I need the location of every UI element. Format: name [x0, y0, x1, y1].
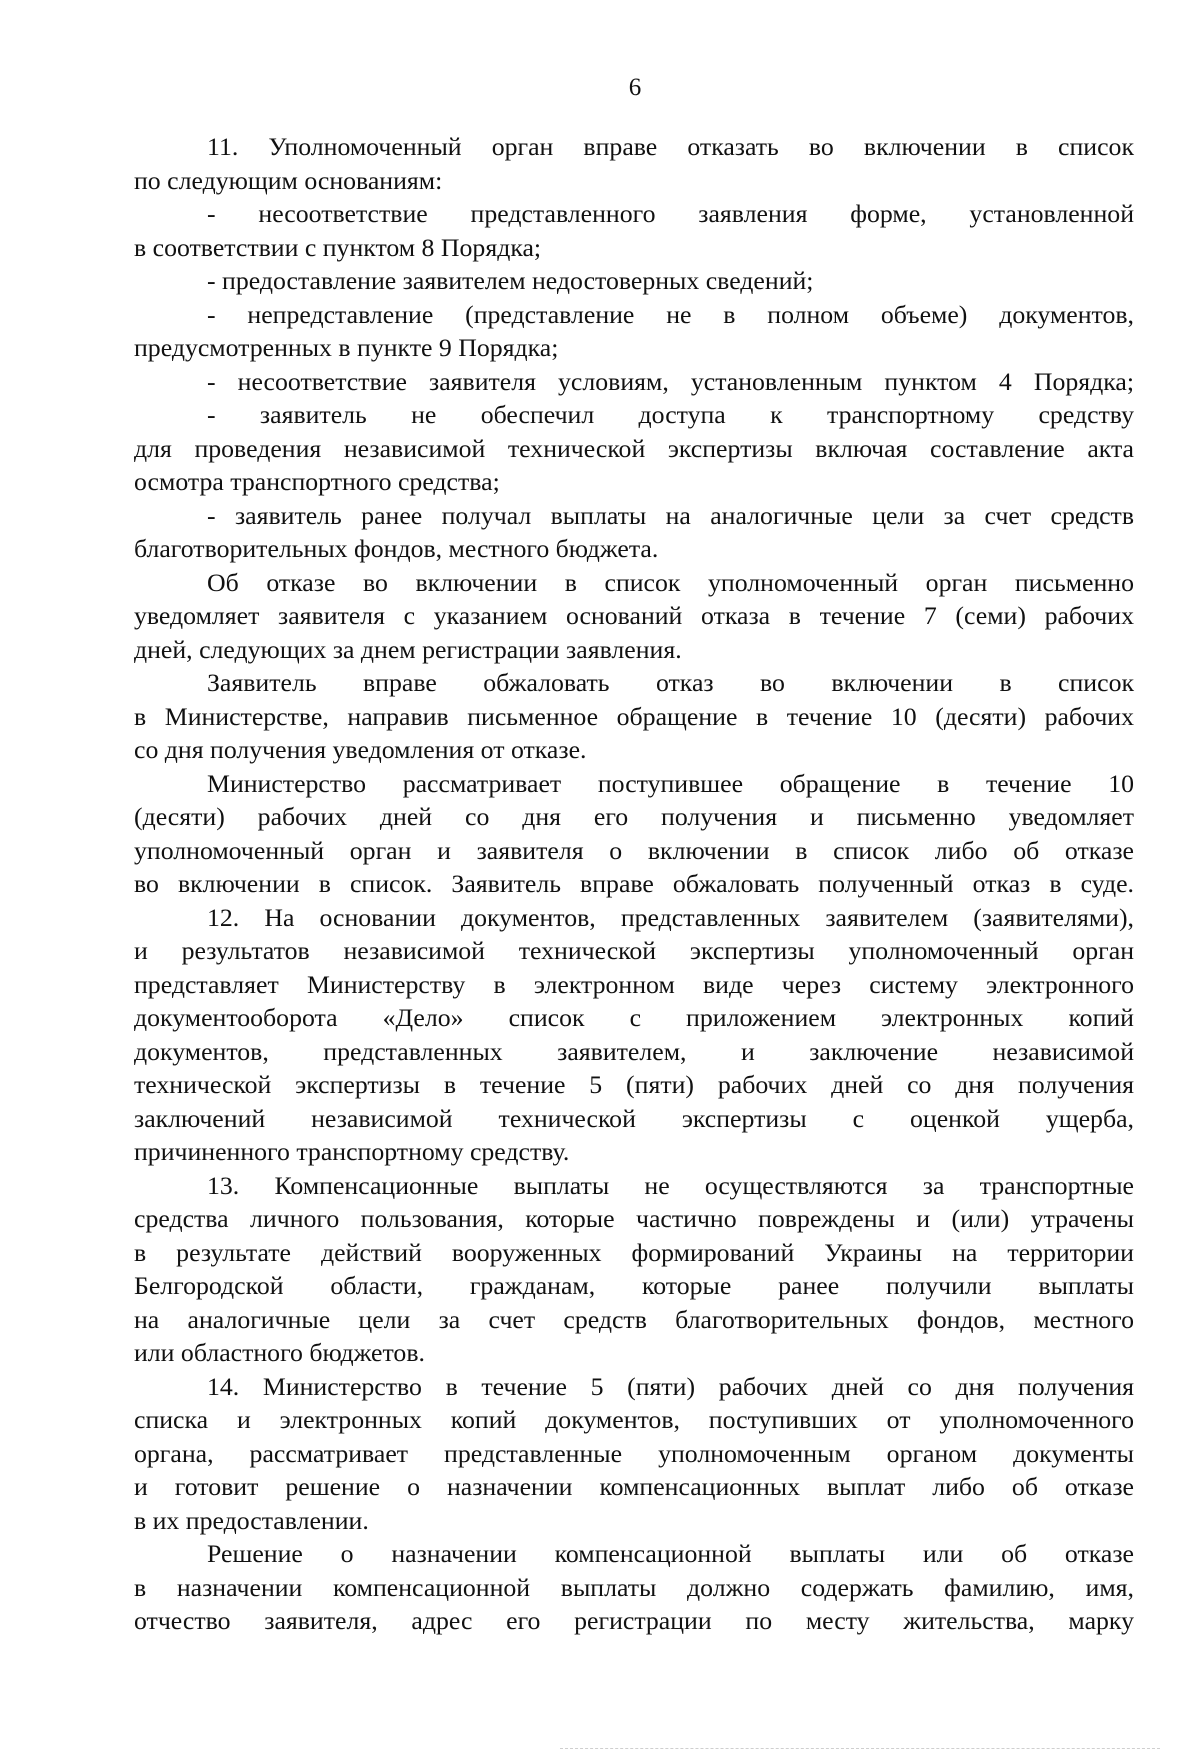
text-line: на аналогичные цели за счет средств благотворительных фондов, местного — [134, 1304, 1134, 1334]
text-line: 13. Компенсационные выплаты не осуществляются за транспортные — [207, 1170, 1134, 1200]
text-line: в соответствии с пунктом 8 Порядка; — [134, 232, 542, 262]
text-line: дней, следующих за днем регистрации заявления. — [134, 634, 682, 664]
text-line: со дня получения уведомления от отказе. — [134, 735, 587, 764]
text-line: - непредставление (представление не в полном объеме) документов, — [207, 299, 1134, 329]
text-line: благотворительных фондов, местного бюджета. — [134, 534, 659, 563]
text-line: Министерство рассматривает поступившее обращение в течение 10 — [207, 768, 1134, 798]
text-line: представляет Министерству в электронном виде через систему электронного — [134, 969, 1134, 999]
text-line: 12. На основании документов, представленных заявителем (заявителями), — [207, 902, 1134, 932]
text-line: (десяти) рабочих дней со дня его получения и письменно уведомляет — [134, 802, 1134, 831]
text-line: в Министерстве, направив письменное обращение в течение 10 (десяти) рабочих — [134, 701, 1134, 731]
scan-edge-artifact — [560, 1748, 1160, 1750]
text-line: - несоответствие заявителя условиям, установленным пунктом 4 Порядка; — [207, 366, 1134, 396]
text-line: документооборота «Дело» список с приложением электронных копий — [134, 1003, 1134, 1032]
text-line: причиненного транспортному средству. — [134, 1137, 570, 1166]
text-line: - заявитель не обеспечил доступа к транспортному средству — [207, 400, 1134, 429]
text-line: уведомляет заявителя с указанием оснований отказа в течение 7 (семи) рабочих — [134, 601, 1134, 630]
text-line: во включении в список. Заявитель вправе обжаловать полученный отказ в суде. — [134, 869, 1134, 898]
text-line: или областного бюджетов. — [134, 1338, 425, 1367]
text-line: - предоставление заявителем недостоверных сведений; — [207, 266, 814, 295]
text-line: 14. Министерство в течение 5 (пяти) рабочих дней со дня получения — [207, 1371, 1134, 1401]
text-line: и результатов независимой технической экспертизы уполномоченный орган — [134, 936, 1134, 965]
text-line: - заявитель ранее получал выплаты на аналогичные цели за счет средств — [207, 500, 1134, 530]
text-line: по следующим основаниям: — [134, 165, 443, 195]
page-number: 6 — [628, 74, 642, 101]
text-line: Решение о назначении компенсационной выплаты или об отказе — [207, 1539, 1134, 1568]
document-body — [134, 130, 1134, 1638]
text-line: 11. Уполномоченный орган вправе отказать во включении в список — [207, 132, 1134, 161]
text-line: заключений независимой технической экспертизы с оценкой ущерба, — [134, 1103, 1134, 1133]
text-line: - несоответствие представленного заявления форме, установленной — [207, 199, 1134, 228]
text-line: в назначении компенсационной выплаты должно содержать фамилию, имя, — [134, 1572, 1134, 1602]
text-line: Об отказе во включении в список уполномоченный орган письменно — [207, 567, 1134, 597]
text-line: технической экспертизы в течение 5 (пяти) рабочих дней со дня получения — [134, 1070, 1134, 1099]
text-line: и готовит решение о назначении компенсационных выплат либо об отказе — [134, 1472, 1134, 1501]
text-line: осмотра транспортного средства; — [134, 467, 500, 496]
text-line: уполномоченный орган и заявителя о включении в список либо об отказе — [134, 835, 1134, 865]
text-line: для проведения независимой технической экспертизы включая составление акта — [134, 433, 1134, 463]
text-line: предусмотренных в пункте 9 Порядка; — [134, 333, 559, 362]
text-line: в их предоставлении. — [134, 1505, 369, 1535]
text-line: органа, рассматривает представленные уполномоченным органом документы — [134, 1438, 1134, 1468]
text-line: Заявитель вправе обжаловать отказ во включении в список — [207, 668, 1134, 697]
text-line: средства личного пользования, которые частично повреждены и (или) утрачены — [134, 1204, 1134, 1233]
text-line: отчество заявителя, адрес его регистрации по месту жительства, марку — [134, 1606, 1134, 1635]
text-line: списка и электронных копий документов, поступивших от уполномоченного — [134, 1405, 1134, 1434]
text-line: документов, представленных заявителем, и заключение независимой — [134, 1036, 1134, 1066]
text-line: в результате действий вооруженных формирований Украины на территории — [134, 1237, 1134, 1267]
text-line: Белгородской области, гражданам, которые ранее получили выплаты — [134, 1271, 1134, 1300]
